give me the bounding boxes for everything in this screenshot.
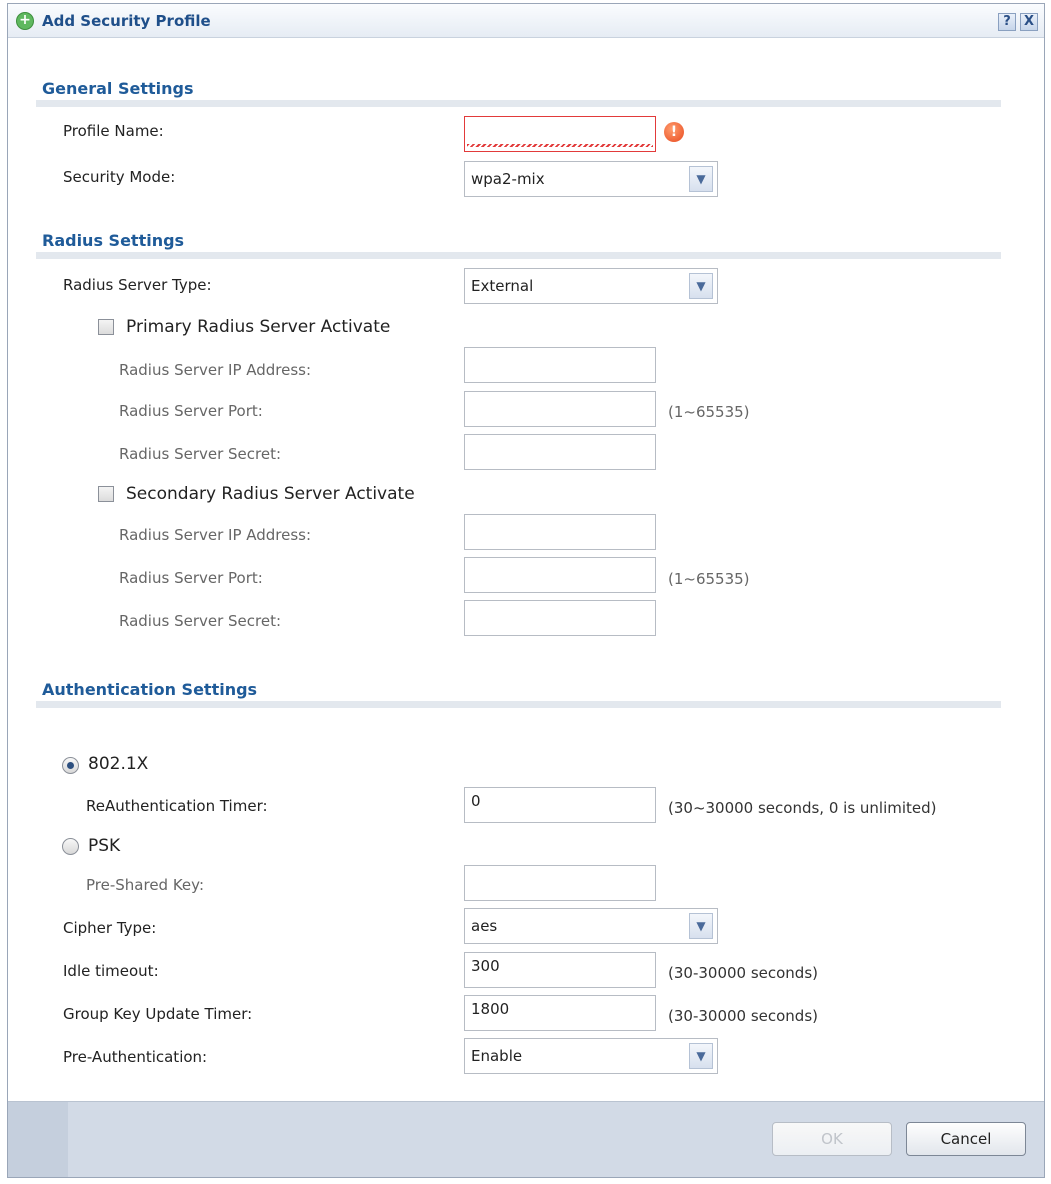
dialog-footer bbox=[8, 1101, 1044, 1177]
radius-server-type-label: Radius Server Type: bbox=[63, 276, 212, 294]
add-security-profile-dialog bbox=[7, 3, 1045, 1178]
secondary-radius-ip-label: Radius Server IP Address: bbox=[119, 526, 312, 544]
pre-authentication-select[interactable] bbox=[464, 1038, 718, 1074]
secondary-radius-secret-input[interactable] bbox=[464, 600, 656, 636]
pre-shared-key-label: Pre-Shared Key: bbox=[86, 876, 204, 894]
help-icon[interactable]: ? bbox=[998, 13, 1016, 31]
profile-name-label: Profile Name: bbox=[63, 122, 164, 140]
ok-button[interactable]: OK bbox=[772, 1122, 892, 1156]
primary-radius-ip-label: Radius Server IP Address: bbox=[119, 361, 312, 379]
security-mode-value: wpa2-mix bbox=[471, 170, 545, 188]
security-mode-select[interactable] bbox=[464, 161, 718, 197]
secondary-radius-port-label: Radius Server Port: bbox=[119, 569, 263, 587]
radius-server-type-value: External bbox=[471, 277, 534, 295]
cancel-button[interactable]: Cancel bbox=[906, 1122, 1026, 1156]
pre-authentication-label: Pre-Authentication: bbox=[63, 1048, 208, 1066]
cipher-type-select[interactable] bbox=[464, 908, 718, 944]
profile-name-input[interactable] bbox=[464, 116, 656, 152]
primary-radius-port-label: Radius Server Port: bbox=[119, 402, 263, 420]
dot1x-label: 802.1X bbox=[88, 754, 149, 774]
chevron-down-icon[interactable]: ▼ bbox=[689, 273, 713, 299]
dialog-titlebar bbox=[8, 4, 1044, 38]
group-key-timer-label: Group Key Update Timer: bbox=[63, 1005, 253, 1023]
secondary-radius-activate-label: Secondary Radius Server Activate bbox=[126, 484, 415, 504]
close-icon[interactable]: X bbox=[1020, 13, 1038, 31]
validation-squiggle bbox=[467, 144, 653, 147]
dialog-title: Add Security Profile bbox=[42, 12, 211, 30]
secondary-radius-port-hint: (1~65535) bbox=[668, 570, 750, 588]
reauth-timer-hint: (30~30000 seconds, 0 is unlimited) bbox=[668, 799, 937, 817]
radius-settings-heading: Radius Settings bbox=[42, 231, 185, 250]
secondary-radius-activate-checkbox[interactable] bbox=[98, 486, 114, 502]
idle-timeout-label: Idle timeout: bbox=[63, 962, 159, 980]
authentication-settings-heading: Authentication Settings bbox=[42, 680, 258, 699]
error-icon: ! bbox=[664, 122, 684, 142]
secondary-radius-ip-input[interactable] bbox=[464, 514, 656, 550]
idle-timeout-input[interactable]: 300 bbox=[464, 952, 656, 988]
primary-radius-port-input[interactable] bbox=[464, 391, 656, 427]
primary-radius-activate-checkbox[interactable] bbox=[98, 319, 114, 335]
primary-radius-activate-label: Primary Radius Server Activate bbox=[126, 317, 391, 337]
psk-radio[interactable] bbox=[62, 838, 79, 855]
chevron-down-icon[interactable]: ▼ bbox=[689, 913, 713, 939]
radius-server-type-select[interactable] bbox=[464, 268, 718, 304]
secondary-radius-port-input[interactable] bbox=[464, 557, 656, 593]
primary-radius-secret-label: Radius Server Secret: bbox=[119, 445, 282, 463]
group-key-timer-input[interactable]: 1800 bbox=[464, 995, 656, 1031]
primary-radius-secret-input[interactable] bbox=[464, 434, 656, 470]
general-settings-heading: General Settings bbox=[42, 79, 194, 98]
primary-radius-ip-input[interactable] bbox=[464, 347, 656, 383]
primary-radius-port-hint: (1~65535) bbox=[668, 403, 750, 421]
radius-settings-divider bbox=[36, 252, 1001, 259]
security-mode-label: Security Mode: bbox=[63, 168, 176, 186]
add-circle-icon: + bbox=[16, 12, 34, 30]
reauth-timer-input[interactable]: 0 bbox=[464, 787, 656, 823]
dot1x-radio[interactable] bbox=[62, 757, 79, 774]
group-key-timer-hint: (30-30000 seconds) bbox=[668, 1007, 818, 1025]
secondary-radius-secret-label: Radius Server Secret: bbox=[119, 612, 282, 630]
chevron-down-icon[interactable]: ▼ bbox=[689, 1043, 713, 1069]
chevron-down-icon[interactable]: ▼ bbox=[689, 166, 713, 192]
pre-shared-key-input[interactable] bbox=[464, 865, 656, 901]
reauth-timer-label: ReAuthentication Timer: bbox=[86, 797, 268, 815]
idle-timeout-hint: (30-30000 seconds) bbox=[668, 964, 818, 982]
psk-label: PSK bbox=[88, 836, 121, 856]
cipher-type-label: Cipher Type: bbox=[63, 919, 157, 937]
pre-authentication-value: Enable bbox=[471, 1047, 523, 1065]
footer-strip bbox=[8, 1102, 68, 1177]
authentication-settings-divider bbox=[36, 701, 1001, 708]
general-settings-divider bbox=[36, 100, 1001, 107]
cipher-type-value: aes bbox=[471, 917, 498, 935]
